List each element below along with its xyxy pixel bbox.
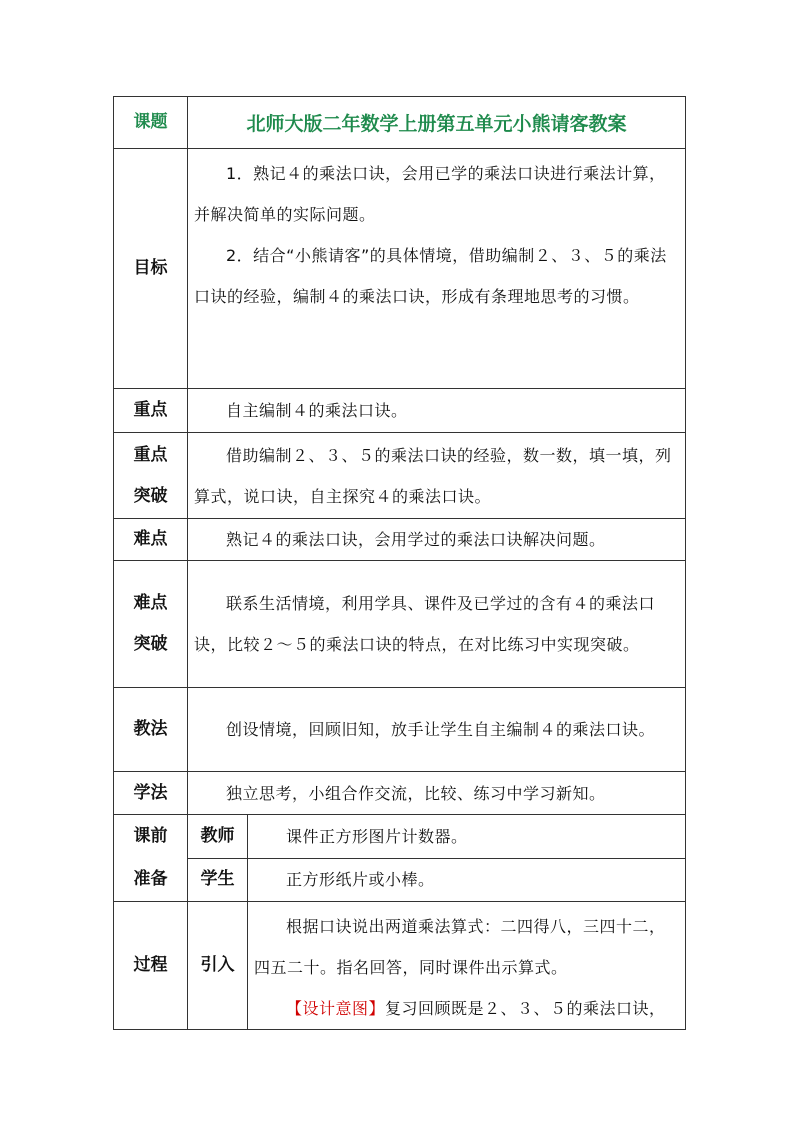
difficulty-break-label-line1: 难点: [133, 593, 168, 613]
teacher-prep-text: 课件正方形图片计数器。: [286, 826, 468, 846]
prep-label-line2: 准备: [133, 869, 168, 889]
process-content: [248, 902, 686, 1030]
difficulty-label: 难点: [114, 519, 188, 561]
difficulty-break-content: [188, 561, 686, 688]
key-point-label: 重点: [114, 389, 188, 433]
teacher-label: 教师: [188, 815, 248, 859]
student-prep-text: 正方形纸片或小棒。: [286, 870, 435, 890]
intro-label: 引入: [188, 902, 248, 1030]
teaching-method-content: [188, 688, 686, 772]
key-break-label-line2: 突破: [133, 485, 168, 506]
page-title: 北师大版二年数学上册第五单元小熊请客教案: [188, 97, 686, 149]
prep-label-line1: 课前: [133, 826, 168, 846]
design-intent-tag: 【设计意图】: [286, 999, 386, 1018]
key-break-label-line1: 重点: [133, 444, 168, 465]
process-label: 过程: [114, 902, 188, 1030]
learning-method-text: 独立思考，小组合作交流，比较、练习中学习新知。: [226, 783, 606, 803]
teaching-method-text: 创设情境，回顾旧知，放手让学生自主编制４的乘法口诀。: [226, 720, 656, 739]
key-break-content: [188, 433, 686, 519]
learning-method-content: [188, 772, 686, 815]
process-text: 根据口诀说出两道乘法算式：二四得八，三四十二，四五二十。指名回答，同时课件出示算式。: [254, 917, 666, 977]
key-point-content: [188, 389, 686, 433]
difficulty-break-text: 联系生活情境，利用学具、课件及已学过的含有４的乘法口诀，比较２～５的乘法口诀的特点，在对比练习中实现突破。: [194, 594, 656, 654]
difficulty-content: [188, 519, 686, 561]
key-point-text: 自主编制４的乘法口诀。: [226, 401, 408, 420]
goals-label: 目标: [114, 149, 188, 389]
key-break-text: 借助编制２、３、５的乘法口诀的经验，数一数，填一填，列算式，说口诀，自主探究４的乘法口诀。: [194, 445, 672, 506]
lesson-plan-table: [113, 96, 686, 1030]
difficulty-break-label-line2: 突破: [133, 634, 168, 654]
design-intent-text: 复习回顾既是２、３、５的乘法口诀，: [385, 999, 666, 1018]
student-prep-content: [248, 858, 686, 902]
teaching-method-label: 教法: [114, 688, 188, 772]
goals-content: [188, 149, 686, 389]
goal-item: 1．熟记４的乘法口诀，会用已学的乘法口诀进行乘法计算，并解决简单的实际问题。: [194, 164, 666, 224]
header-label: 课题: [114, 97, 188, 149]
design-intent: [254, 988, 679, 1029]
learning-method-label: 学法: [114, 772, 188, 815]
student-label: 学生: [188, 858, 248, 902]
key-break-label: [114, 433, 188, 519]
goal-item: 2．结合“小熊请客”的具体情境，借助编制２、３、５的乘法口诀的经验，编制４的乘法口诀，形成有条理地思考的习惯。: [194, 246, 667, 306]
teacher-prep-content: [248, 815, 686, 859]
difficulty-text: 熟记４的乘法口诀，会用学过的乘法口诀解决问题。: [226, 530, 606, 549]
prep-label: [114, 815, 188, 902]
difficulty-break-label: [114, 561, 188, 688]
